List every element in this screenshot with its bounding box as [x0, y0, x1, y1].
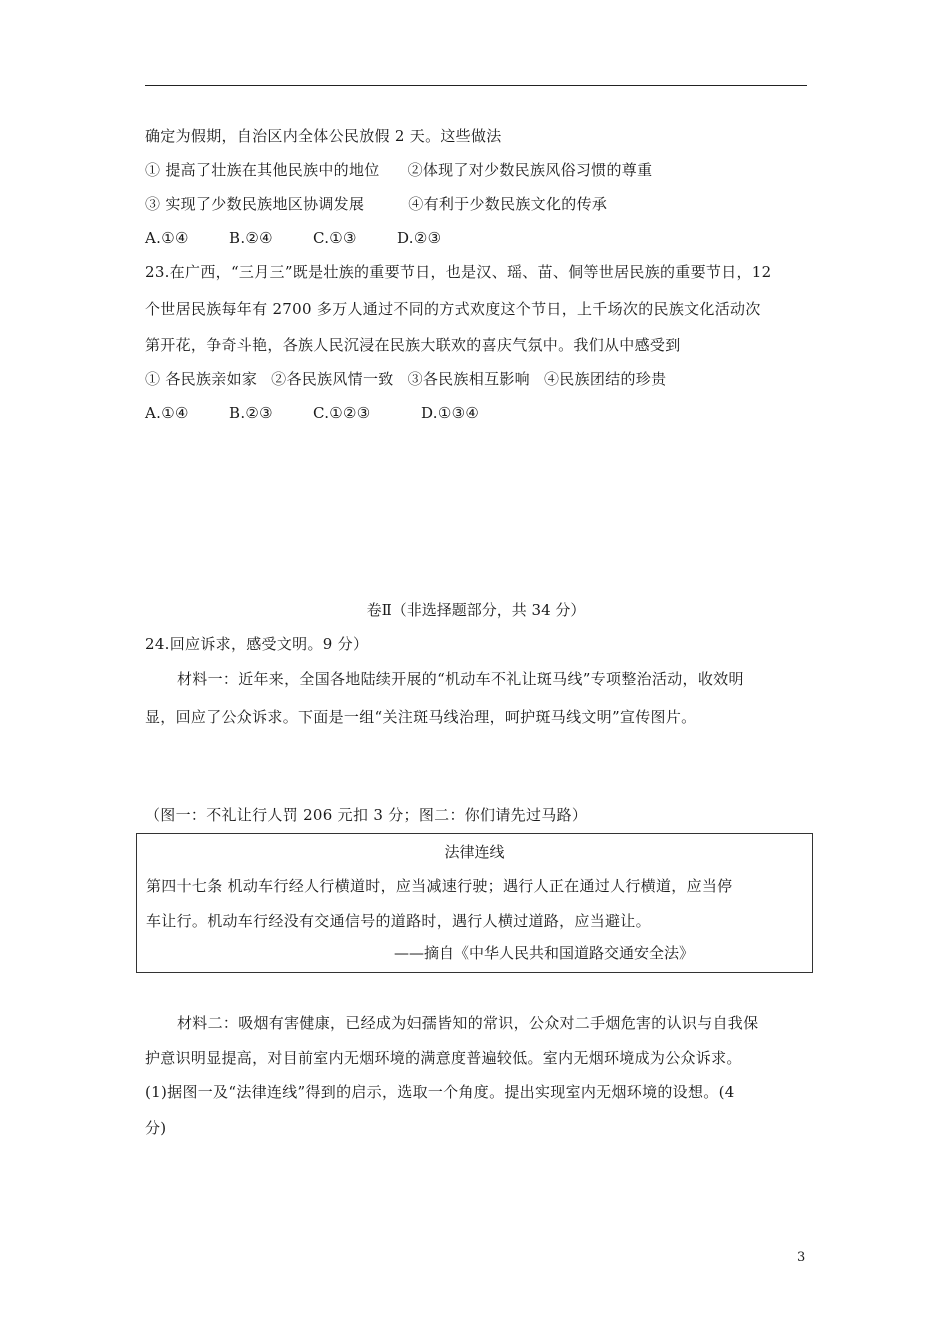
q24-subquestion1-line2: 分) — [145, 1119, 167, 1137]
q22-statement-1: ① 提高了壮族在其他民族中的地位 — [145, 161, 380, 179]
q23-statement-2: ②各民族风情一致 — [271, 370, 394, 388]
q23-statement-3: ③各民族相互影响 — [407, 370, 530, 388]
q22-option-c: C.①③ — [313, 229, 357, 247]
q24-material2-line2: 护意识明显提高，对目前室内无烟环境的满意度普遍较低。室内无烟环境成为公众诉求。 — [145, 1049, 742, 1067]
q22-statement-2: ②体现了对少数民族风俗习惯的尊重 — [407, 161, 653, 179]
header-rule — [145, 85, 807, 86]
q22-option-b: B.②④ — [229, 229, 273, 247]
q23-option-d: D.①③④ — [421, 404, 480, 422]
section-title: 卷Ⅱ（非选择题部分，共 34 分） — [366, 601, 586, 619]
q24-material1-line2: 显，回应了公众诉求。下面是一组“关注斑马线治理，呵护斑马线文明”宣传图片。 — [145, 708, 697, 726]
q22-statement-4: ④有利于少数民族文化的传承 — [408, 195, 608, 213]
q23-statement-4: ④民族团结的珍贵 — [543, 370, 667, 388]
q24-subquestion1-line1: (1)据图一及“法律连线”得到的启示，选取一个角度。提出实现室内无烟环境的设想。(4 — [145, 1083, 735, 1101]
q22-option-a: A.①④ — [145, 229, 189, 247]
q23-statement-1: ① 各民族亲如家 — [145, 370, 258, 388]
law-link-title: 法律连线 — [444, 843, 505, 861]
page-number: 3 — [797, 1250, 806, 1265]
q24-heading: 24.回应诉求，感受文明。9 分） — [145, 635, 369, 653]
q22-options — [145, 228, 441, 248]
law-source: ——摘自《中华人民共和国道路交通安全法》 — [393, 944, 694, 962]
law-article-line2: 车让行。机动车行经没有交通信号的道路时，遇行人横过道路，应当避让。 — [146, 912, 651, 930]
figure-caption: （图一：不礼让行人罚 206 元扣 3 分；图二：你们请先过马路） — [145, 806, 588, 824]
q23-statements — [145, 369, 666, 389]
q22-continuation: 确定为假期，自治区内全体公民放假 2 天。这些做法 — [145, 127, 502, 145]
q23-line-1: 23.在广西，“三月三”既是壮族的重要节日，也是汉、瑶、苗、侗等世居民族的重要节日，12 — [145, 263, 772, 281]
law-link-box — [136, 833, 813, 973]
q23-line-2: 个世居民族每年有 2700 多万人通过不同的方式欢度这个节日，上千场次的民族文化活动次 — [145, 300, 761, 318]
q24-material2-line1: 材料二：吸烟有害健康，已经成为妇孺皆知的常识，公众对二手烟危害的认识与自我保 — [177, 1014, 759, 1032]
q23-option-c: C.①②③ — [313, 404, 371, 422]
q23-option-a: A.①④ — [145, 404, 189, 422]
q24-material1-line1: 材料一：近年来，全国各地陆续开展的“机动车不礼让斑马线”专项整治活动，收效明 — [177, 670, 744, 688]
law-article-line1: 第四十七条 机动车行经人行横道时，应当减速行驶；遇行人正在通过人行横道，应当停 — [146, 877, 733, 895]
q23-line-3: 第开花，争奇斗艳，各族人民沉浸在民族大联欢的喜庆气氛中。我们从中感受到 — [145, 336, 681, 354]
q22-option-d: D.②③ — [397, 229, 442, 247]
q23-option-b: B.②③ — [229, 404, 273, 422]
q22-statement-3: ③ 实现了少数民族地区协调发展 — [145, 195, 365, 213]
q22-statements-row2 — [145, 194, 607, 214]
q22-statements-row1 — [145, 160, 652, 180]
q23-options — [145, 403, 479, 423]
